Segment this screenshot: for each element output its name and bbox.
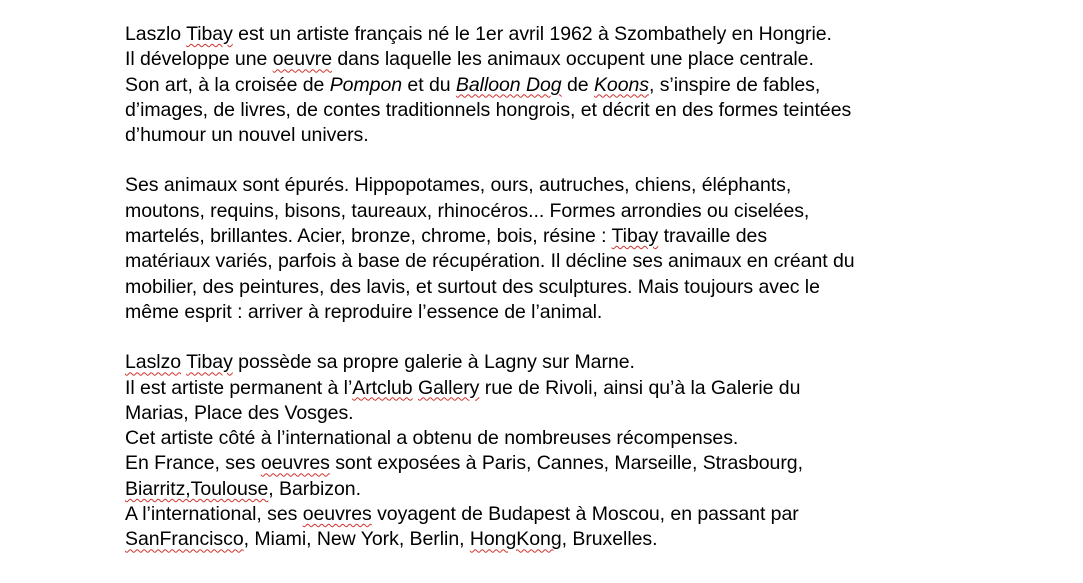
spellcheck-flagged-word: HongKong xyxy=(469,528,562,551)
text-line xyxy=(125,173,1075,198)
text-line xyxy=(125,527,1075,552)
text-line xyxy=(125,22,1075,47)
spellcheck-flagged-word: Laslzo xyxy=(125,351,182,374)
text-run: Pompon xyxy=(329,73,403,96)
text-run: , Miami, New York, Berlin, xyxy=(243,528,470,551)
text-run: et du xyxy=(402,73,456,96)
text-run: martelés, brillantes. Acier, bronze, chrome, bois, résine : xyxy=(125,225,612,248)
text-run: Laszlo xyxy=(125,23,187,45)
text-line xyxy=(125,275,1075,300)
spellcheck-flagged-word: Tibay xyxy=(186,23,233,45)
text-run: dans laquelle les animaux occupent une place centrale. xyxy=(332,48,814,71)
text-run: Marias, Place des Vosges. xyxy=(125,401,354,424)
text-line xyxy=(125,477,1075,502)
text-line xyxy=(125,73,1075,98)
spellcheck-flagged-word: Gallery xyxy=(417,376,480,399)
text-run: Son art, à la croisée de xyxy=(125,73,330,96)
document-body xyxy=(125,22,1075,578)
text-run: Il est artiste permanent à l’ xyxy=(125,376,353,399)
spellcheck-flagged-word: Tibay xyxy=(186,351,233,374)
spellcheck-flagged-word: Tibay xyxy=(611,225,659,248)
text-line xyxy=(125,300,1075,325)
text-line xyxy=(125,502,1075,527)
paragraph-galleries xyxy=(125,350,1075,552)
spellcheck-flagged-word: oeuvres xyxy=(260,452,330,475)
spellcheck-flagged-word: Balloon Dog xyxy=(455,73,562,96)
text-run: , Barbizon. xyxy=(268,477,361,500)
spellcheck-flagged-word: SanFrancisco xyxy=(125,528,244,551)
text-run: , s’inspire de fables, xyxy=(648,73,821,96)
spellcheck-flagged-word: oeuvre xyxy=(272,48,333,71)
text-run: de xyxy=(561,73,594,96)
text-run: matériaux variés, parfois à base de récupération. Il décline ses animaux en créant du xyxy=(125,250,855,273)
text-run: A l’international, ses xyxy=(125,503,303,526)
text-run: En France, ses xyxy=(125,452,261,475)
text-run: d’images, de livres, de contes traditionnels hongrois, et décrit en des formes teintées xyxy=(125,98,852,121)
text-run: moutons, requins, bisons, taureaux, rhinocéros... Formes arrondies ou ciselées, xyxy=(125,199,810,222)
text-line xyxy=(125,98,1075,123)
spellcheck-flagged-word: Koons xyxy=(593,73,649,96)
text-line xyxy=(125,123,1075,148)
text-line xyxy=(125,199,1075,224)
paragraph-animals xyxy=(125,173,1075,325)
spellcheck-flagged-word: Biarritz,Toulouse xyxy=(125,477,269,500)
text-run: rue de Rivoli, ainsi qu’à la Galerie du xyxy=(479,376,801,399)
text-run: même esprit : arriver à reproduire l’essence de l’animal. xyxy=(125,300,603,323)
text-run: Cet artiste côté à l’international a obtenu de nombreuses récompenses. xyxy=(125,427,739,450)
text-run: possède sa propre galerie à Lagny sur Marne. xyxy=(232,351,635,374)
text-run: Ses animaux sont épurés. Hippopotames, ours, autruches, chiens, éléphants, xyxy=(125,174,792,197)
text-run: d’humour un nouvel univers. xyxy=(125,124,369,147)
text-run: travaille des xyxy=(658,225,768,248)
text-run: , Bruxelles. xyxy=(561,528,658,551)
text-line xyxy=(125,249,1075,274)
text-line xyxy=(125,451,1075,476)
paragraph-biography xyxy=(125,22,1075,148)
text-run: mobilier, des peintures, des lavis, et surtout des sculptures. Mais toujours avec le xyxy=(125,275,820,298)
text-line xyxy=(125,376,1075,401)
text-line xyxy=(125,426,1075,451)
text-run: Il développe une xyxy=(125,48,273,71)
text-line xyxy=(125,224,1075,249)
text-line xyxy=(125,401,1075,426)
text-run: sont exposées à Paris, Cannes, Marseille, Strasbourg, xyxy=(329,452,803,475)
text-run: est un artiste français né le 1er avril 1962 à Szombathely en Hongrie. xyxy=(232,23,832,45)
text-line xyxy=(125,47,1075,72)
spellcheck-flagged-word: Artclub xyxy=(352,376,413,399)
text-line xyxy=(125,350,1075,375)
spellcheck-flagged-word: oeuvres xyxy=(302,503,372,526)
text-run: voyagent de Budapest à Moscou, en passant par xyxy=(371,503,799,526)
